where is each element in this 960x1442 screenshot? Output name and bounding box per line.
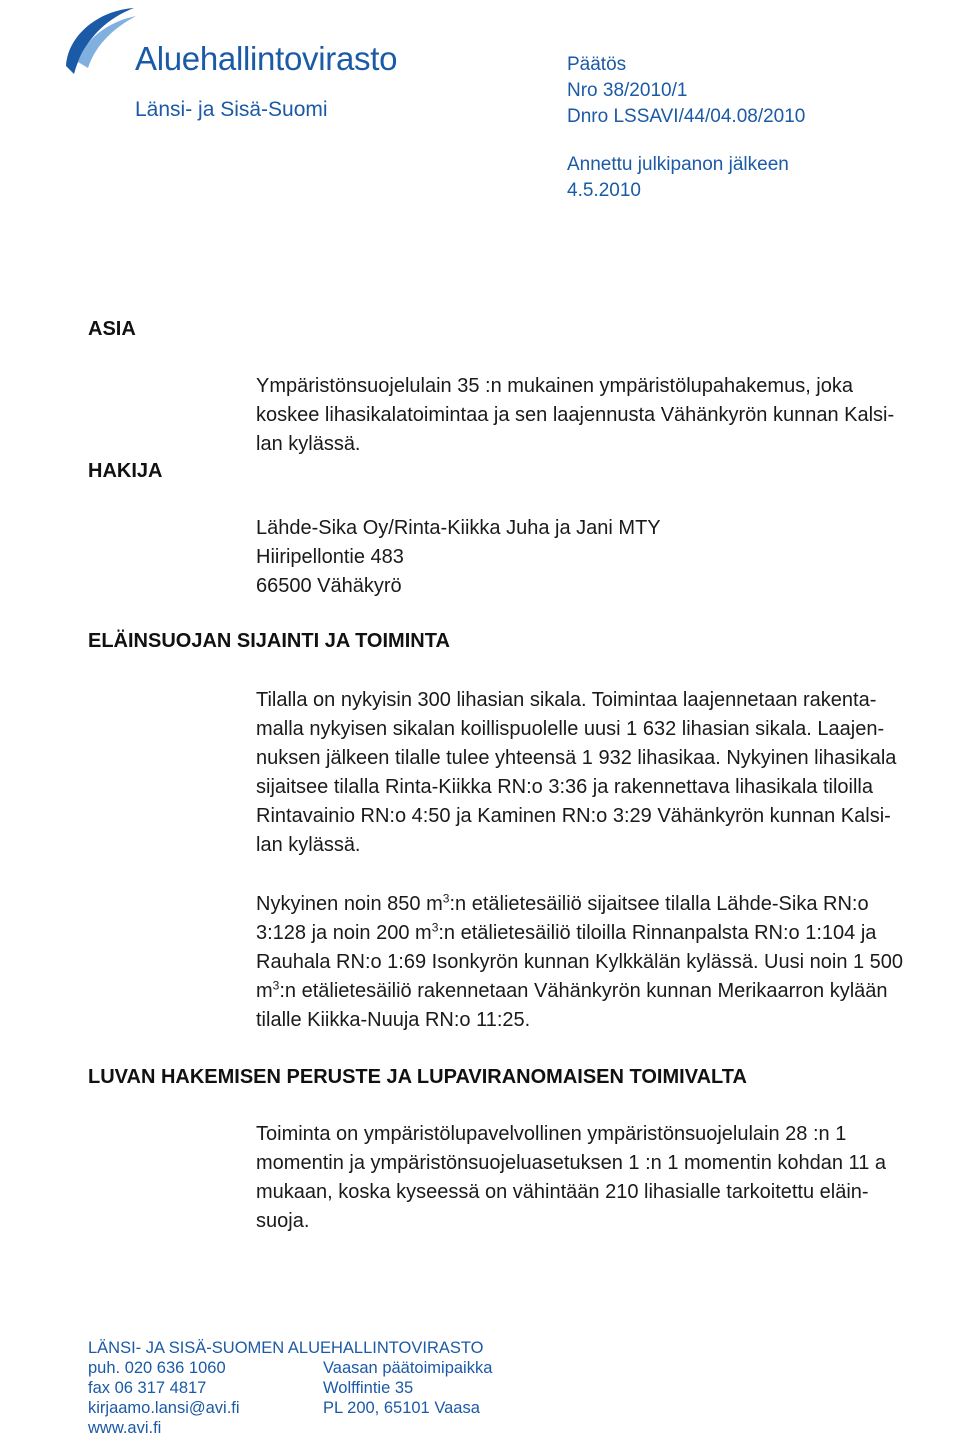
applicant-street: Hiiripellontie 483 xyxy=(256,546,404,568)
text-run: :n etälietesäiliö sijaitsee tilalla Lähde-Sika RN:o xyxy=(449,893,869,915)
footer-postal: PL 200, 65101 Vaasa xyxy=(323,1399,480,1417)
paragraph-line: Rintavainio RN:o 4:50 ja Kaminen RN:o 3:29 Vähänkyrön kunnan Kalsi- xyxy=(256,805,891,827)
paragraph-line: suoja. xyxy=(256,1210,310,1232)
footer-contact xyxy=(88,1358,240,1438)
agency-logo-swoosh-icon xyxy=(60,4,140,84)
paragraph-line: malla nykyisen sikalan koillispuolelle uusi 1 632 lihasian sikala. Laajen- xyxy=(256,718,885,740)
asia-line: Ympäristönsuojelulain 35 :n mukainen ympäristölupahakemus, joka xyxy=(256,375,853,397)
paragraph-line: tilalle Kiikka-Nuuja RN:o 11:25. xyxy=(256,1009,531,1031)
paragraph-line: lan kylässä. xyxy=(256,834,361,856)
text-run: Nykyinen noin 850 m xyxy=(256,893,443,915)
footer-address xyxy=(323,1358,492,1418)
text-run: m xyxy=(256,980,273,1002)
footer-email[interactable]: kirjaamo.lansi@avi.fi xyxy=(88,1399,240,1417)
section-label-asia: ASIA xyxy=(88,318,136,340)
paragraph-line: Toiminta on ympäristölupavelvollinen ympäristönsuojelulain 28 :n 1 xyxy=(256,1123,847,1145)
paragraph-line: sijaitsee tilalla Rinta-Kiikka RN:o 3:36 ja rakennettava lihasikala tiloilla xyxy=(256,776,873,798)
asia-line: lan kylässä. xyxy=(256,433,361,455)
text-run: :n etälietesäiliö tiloilla Rinnanpalsta RN:o 1:104 ja xyxy=(438,922,877,944)
hakija-text xyxy=(256,514,958,601)
footer-street: Wolffintie 35 xyxy=(323,1379,414,1397)
sijainti-paragraph-2 xyxy=(256,890,958,1035)
asia-text xyxy=(256,372,958,459)
paragraph-line: momentin ja ympäristönsuojeluasetuksen 1 :n 1 momentin kohdan 11 a xyxy=(256,1152,886,1174)
footer-org: LÄNSI- JA SISÄ-SUOMEN ALUEHALLINTOVIRASTO xyxy=(88,1339,484,1357)
decision-number: Nro 38/2010/1 xyxy=(567,80,688,101)
paragraph-line: Tilalla on nykyisin 300 lihasian sikala. Toimintaa laajennetaan rakenta- xyxy=(256,689,877,711)
paragraph-line xyxy=(256,977,958,1006)
superscript: 3 xyxy=(431,920,439,935)
applicant-name: Lähde-Sika Oy/Rinta-Kiikka Juha ja Jani MTY xyxy=(256,517,661,539)
issued-label: Annettu julkipanon jälkeen xyxy=(567,154,789,175)
paragraph-line: Rauhala RN:o 1:69 Isonkyrön kunnan Kylkkälän kylässä. Uusi noin 1 500 xyxy=(256,951,904,973)
peruste-text xyxy=(256,1120,958,1236)
text-run: :n etälietesäiliö rakennetaan Vähänkyrön kunnan Merikaarron kylään xyxy=(279,980,888,1002)
issued-date: 4.5.2010 xyxy=(567,180,641,201)
footer-fax: fax 06 317 4817 xyxy=(88,1379,207,1397)
agency-logo-name: Aluehallintovirasto xyxy=(135,40,398,77)
superscript: 3 xyxy=(272,978,280,993)
paragraph-line xyxy=(256,919,958,948)
agency-region: Länsi- ja Sisä-Suomi xyxy=(135,98,328,121)
section-label-sijainti: ELÄINSUOJAN SIJAINTI JA TOIMINTA xyxy=(88,630,450,652)
footer-phone: puh. 020 636 1060 xyxy=(88,1359,226,1377)
sijainti-paragraph-1 xyxy=(256,686,958,860)
diary-number: Dnro LSSAVI/44/04.08/2010 xyxy=(567,106,806,127)
section-label-peruste: LUVAN HAKEMISEN PERUSTE JA LUPAVIRANOMAISEN TOIMIVALTA xyxy=(88,1066,747,1088)
paragraph-line: nuksen jälkeen tilalle tulee yhteensä 1 932 lihasikaa. Nykyinen lihasikala xyxy=(256,747,897,769)
superscript: 3 xyxy=(442,891,450,906)
text-run: 3:128 ja noin 200 m xyxy=(256,922,432,944)
footer-office: Vaasan päätoimipaikka xyxy=(323,1359,493,1377)
applicant-postal: 66500 Vähäkyrö xyxy=(256,575,402,597)
paragraph-line xyxy=(256,890,958,919)
paragraph-line: mukaan, koska kyseessä on vähintään 210 lihasialle tarkoitettu eläin- xyxy=(256,1181,869,1203)
asia-line: koskee lihasikalatoimintaa ja sen laajennusta Vähänkyrön kunnan Kalsi- xyxy=(256,404,895,426)
footer-web[interactable]: www.avi.fi xyxy=(88,1419,162,1437)
section-label-hakija: HAKIJA xyxy=(88,460,163,482)
document-type: Päätös xyxy=(567,54,627,75)
